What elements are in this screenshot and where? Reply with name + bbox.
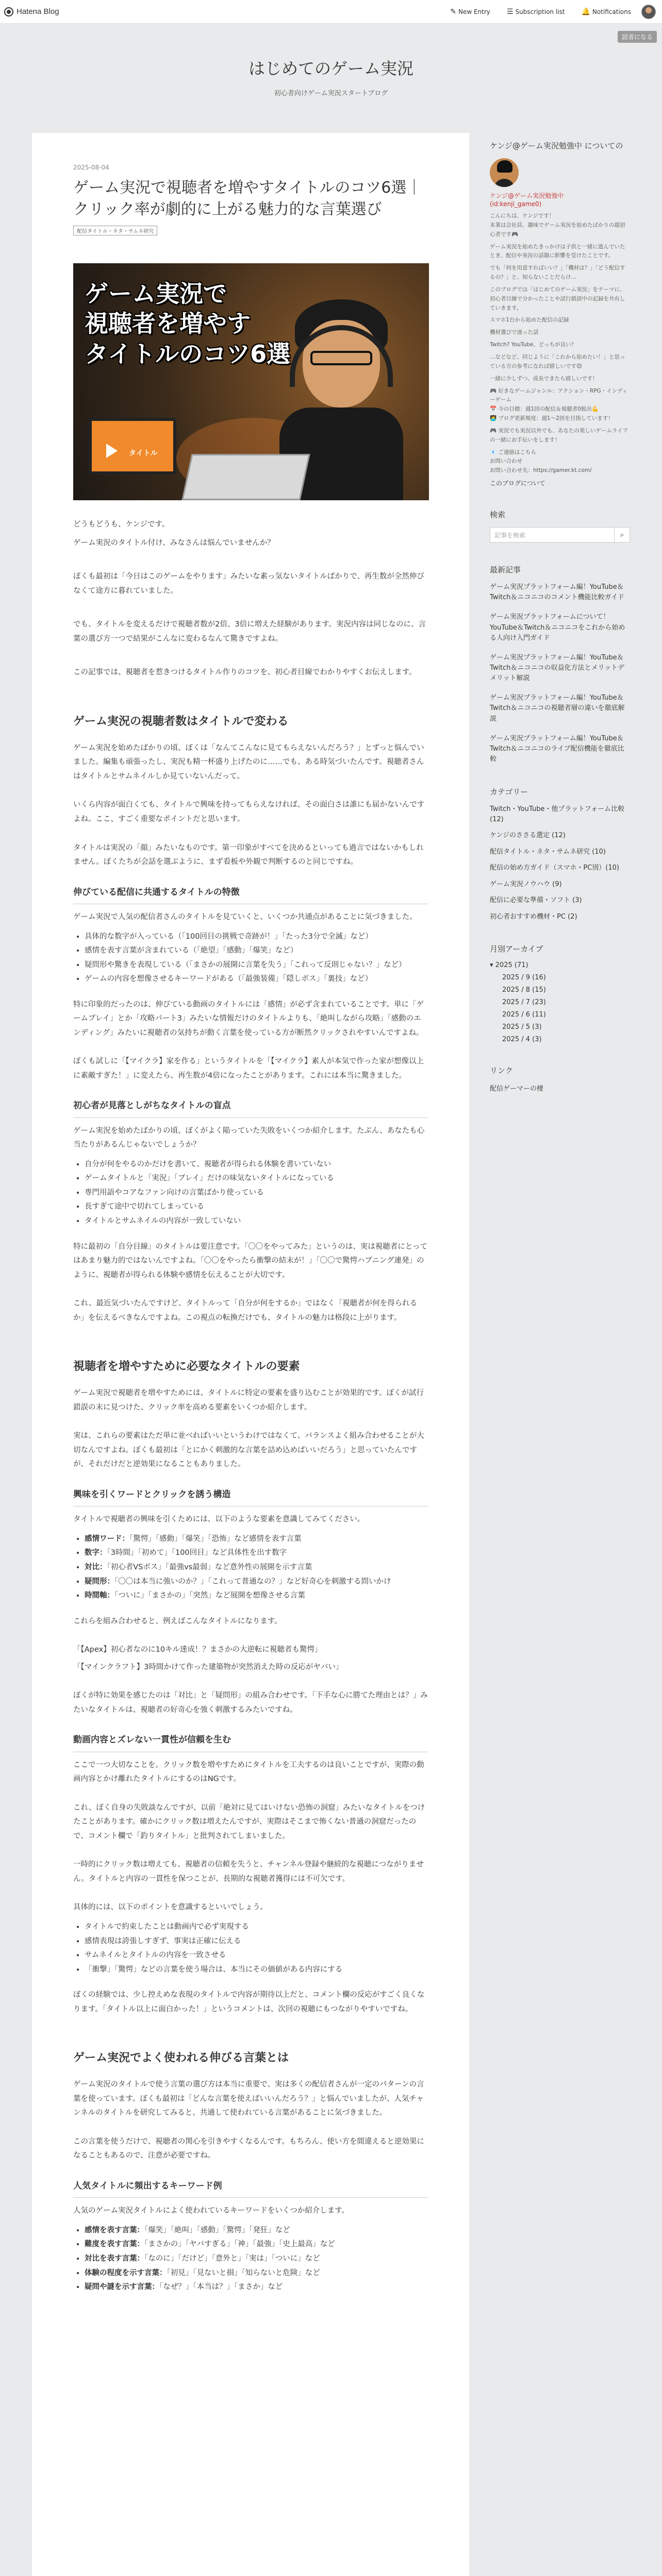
category-link[interactable]: ケンジのささる選定 (12) [490, 832, 566, 840]
search-input[interactable]: 記事を検索 [490, 527, 615, 543]
laptop-icon [181, 454, 310, 500]
category-link[interactable]: Twitch・YouTube・他プラットフォーム比較 (12) [490, 805, 625, 823]
profile-line: こんにちは、ケンジです！ [490, 213, 555, 219]
eyecatch-line: 視聴者を増やす [85, 310, 251, 338]
paragraph: ゲーム実況で人気の配信者さんのタイトルを見ていくと、いくつか共通点があることに気づきました。 [73, 912, 417, 921]
paragraph: ゲーム実況を始めたばかりの頃、ぼくがよく陥っていた失敗をいくつか紹介します。たぶん、あなたも心当たりがあるんじゃないでしょうか？ [73, 1126, 425, 1149]
section-heading: ゲーム実況でよく使われる伸びる言葉とは [73, 2052, 289, 2065]
paragraph: タイトルで視聴者の興味を引くためには、以下のような要素を意識してみてください。 [73, 1515, 365, 1524]
list-item-text: 「まさかの」「ヤバすぎる」「神」「最強」「史上最高」など [144, 2240, 335, 2249]
archive-month-link[interactable]: 2025 / 4 (3) [502, 1036, 542, 1044]
paragraph: 「【マインクラフト】3時間かけて作った建築物が突然消えた時の反応がヤバい」 [73, 1663, 343, 1671]
list-item-label: 対比： [85, 1563, 107, 1571]
paragraph: いくら内容が面白くても、タイトルで興味を持ってもらえなければ、その面白さは誰にも届かないんですよね。ここ、すごく重要なポイントだと思います。 [73, 801, 425, 824]
list-item-label: 疑問や謎を示す言葉： [85, 2283, 159, 2292]
profile-description [490, 212, 630, 476]
paragraph: 「【Apex】初心者なのに10キル達成！？まさかの大逆転に視聴者も驚愕」 [73, 1646, 322, 1654]
paragraph: 人気のゲーム実況タイトルによく使われているキーワードをいくつか紹介します。 [73, 2207, 350, 2215]
profile-line: このブログでは「はじめてのゲーム実況」をテーマに、初心者目線で分かったことや試行錯誤中の記録を共有していきます。 [490, 286, 625, 311]
links-widget [490, 1065, 630, 1093]
notifications-label: Notifications [592, 8, 631, 15]
category-link[interactable]: ゲーム実況ノウハウ (9) [490, 880, 562, 888]
list-item-label: 感情を表す言葉： [85, 2226, 144, 2234]
section-heading: ゲーム実況の視聴者数はタイトルで変わる [73, 715, 289, 728]
mistake-list [73, 1158, 428, 1229]
archive-month-link[interactable]: 2025 / 5 (3) [502, 1023, 542, 1031]
profile-line: ゲーム実況を始めたきっかけは子供と一緒に遊んでいたとき、配信や実況の話題に影響を受けたことです。 [490, 243, 625, 259]
archive-title: 月別アーカイブ [490, 944, 543, 954]
post-categories [73, 226, 428, 235]
list-item [85, 2252, 428, 2266]
list-item: • 感情を表す言葉が含まれている（「絶望」「感動」「爆笑」など） [85, 944, 428, 958]
subscription-list-label: Subscription list [515, 8, 565, 15]
search-widget-title: 検索 [490, 510, 506, 520]
section-heading: 視聴者を増やすために必要なタイトルの要素 [73, 1360, 300, 1374]
search-button[interactable] [615, 527, 630, 543]
list-item-text: 「なぜ？」「本当は？」「まさか」など [159, 2283, 283, 2292]
list-item: • タイトルとサムネイルの内容が一致していない [85, 1214, 428, 1229]
list-item-label: 難度を表す言葉： [85, 2240, 144, 2249]
keyword-element-list [73, 1532, 428, 1603]
main-article [32, 133, 469, 2576]
profile-line: 📧 ご連絡はこちら [490, 449, 536, 455]
paragraph: 実は、これらの要素はただ単に並べればいいというわけではなくて、バランスよく組み合わせることが大切なんですよね。ぼくも最初は「とにかく刺激的な言葉を詰め込めばいいだろう」と思っていたんですが、それだけだと逆効果になることもありました。 [73, 1432, 424, 1469]
archive-widget [490, 943, 630, 1043]
list-item: • ゲームタイトルと「実況」「プレイ」だけの味気ないタイトルになっている [85, 1172, 428, 1186]
list-item [85, 2238, 428, 2252]
recent-entry-link[interactable]: ゲーム実況プラットフォーム編！YouTube＆Twitch＆ニコニコの収益化方法とメリットデメリット解説 [490, 653, 624, 683]
blog-description: 初心者向けゲーム実況スタートブログ [274, 90, 388, 97]
paragraph: これ、ぼく自身の失敗談なんですが、以前「絶対に見てはいけない恐怖の洞窟」みたいなタイトルをつけたことがあります。確かにクリック数は増えたんですが、実際はそこまで怖くない普通の洞窟だったので、コメント欄で「釣りタイトル」と批判されてしまいました。 [73, 1803, 425, 1840]
list-item-label: 感情ワード： [85, 1534, 129, 1543]
paragraph: ゲーム実況のタイトルで使う言葉の選び方は本当に重要で、実は多くの配信者さんが一定のパターンの言葉を使っています。ぼくも最初は「どんな言葉を使えばいいんだろう？」と悩んでいましたが、人気チャンネルのタイトルを研究してみると、共通して使われている言葉があることに気づきました。 [73, 2080, 424, 2117]
post-category-tag[interactable]: 配信タイトル・ネタ・サムネ研究 [73, 226, 157, 235]
category-link[interactable]: 配信タイトル・ネタ・サムネ研究 (10) [490, 848, 606, 856]
search-form [490, 527, 630, 543]
recent-entry-link[interactable]: ゲーム実況プラットフォーム編！YouTube＆Twitch＆ニコニコのライブ配信機能を徹底比較 [490, 734, 624, 763]
profile-line: Twitch? YouTube、どっちが良い？ [490, 342, 577, 348]
search-icon: ⌕ [620, 531, 624, 539]
about-blog-link[interactable]: このブログについて [490, 480, 545, 487]
archive-year-toggle[interactable]: ▾ 2025 (71) [490, 961, 528, 970]
paragraph: タイトルは実況の「顔」みたいなものです。第一印象がすべてを決めるといっても過言ではないかもしれません。ぼくたちが会話を選ぶように、まず看板や外観で判断するのと同じですね。 [73, 843, 424, 867]
profile-line: でも「何を用意すればいい？」「機材は？」「どう配信するの？」と、知らないことだらけ… [490, 265, 625, 281]
list-item: • 疑問形や驚きを表現している（「まさかの展開に言葉を失う」「これって反則じゃない？」など） [85, 958, 428, 973]
list-item-label: 対比を表す言葉： [85, 2254, 144, 2263]
list-item: • 「衝撃」「驚愕」などの言葉を使う場合は、本当にその価値がある内容にする [85, 1963, 428, 1977]
profile-line: 一緒に少しずつ、成長できたら嬉しいです！ [490, 375, 598, 382]
hatena-logo[interactable] [4, 7, 59, 16]
list-icon: ☰ [506, 8, 514, 16]
list-item [85, 1561, 428, 1575]
profile-line: 🎮 実況でも実況以外でも、あなたの楽しいゲームライフの一緒にお手伝いをします！ [490, 427, 628, 443]
hatena-logo-text: Hatena Blog [16, 7, 59, 16]
paragraph: 具体的には、以下のポイントを意識するといいでしょう。 [73, 1903, 268, 1912]
subsection-heading: 動画内容とズレない一貫性が信頼を生む [73, 1732, 428, 1752]
eyecatch-line: ゲーム実況で [85, 280, 227, 308]
list-item: • ゲームの内容を想像させるキーワードがある（「最強装備」「隠しボス」「裏技」など） [85, 972, 428, 987]
article-body [73, 518, 428, 2295]
list-item-text: 「3時間」「初めて」「100回目」など具体性を出す数字 [107, 1549, 287, 1557]
subsection-heading: 伸びている配信に共通するタイトルの特徴 [73, 884, 428, 904]
list-item: • 自分が何をやるのかだけを書いて、視聴者が得られる体験を書いていない [85, 1158, 428, 1172]
user-avatar[interactable] [641, 5, 656, 19]
list-item-label: 体験の程度を示す言葉： [85, 2268, 167, 2277]
paragraph: ぼくも試しに「【マイクラ】家を作る」というタイトルを「【マイクラ】素人が本気で作った家が想像以上に素敵すぎた！」に変えたら、再生数が4倍になったことがあります。これには本当に驚きました。 [73, 1057, 424, 1080]
recent-entry-link[interactable]: ゲーム実況プラットフォームについて！YouTube＆Twitch＆ニコニコをこれから始める人向け入門ガイド [490, 613, 625, 642]
recent-entry-link[interactable]: ゲーム実況プラットフォーム編！YouTube＆Twitch＆ニコニコの視聴者層の違いを徹底解説 [490, 694, 625, 723]
profile-line: お問い合わせ先：https://gamer.kt.com/ [490, 467, 592, 474]
list-item: • 具体的な数字が入っている（「100回目の挑戦で奇跡が！」「たった3分で全滅」など） [85, 930, 428, 944]
external-link[interactable]: 配信ゲーマーの棲 [490, 1085, 544, 1093]
archive-month-link[interactable]: 2025 / 8 (15) [502, 986, 546, 994]
list-item: • サムネイルとタイトルの内容を一致させる [85, 1948, 428, 1963]
global-header [0, 0, 662, 24]
notifications-button[interactable] [573, 8, 639, 16]
recent-entries-title: 最新記事 [490, 565, 521, 575]
subscribe-button[interactable]: 読者になる [618, 31, 657, 43]
archive-month-link[interactable]: 2025 / 6 (11) [502, 1011, 546, 1019]
paragraph: ぼくが特に効果を感じたのは「対比」と「疑問形」の組み合わせです。「下手な心に勝てた理由とは？」みたいなタイトルは、視聴者の好奇心を強く刺激するみたいですね。 [73, 1691, 428, 1714]
list-item-text: 「初見」「見ないと損」「知らないと危険」など [167, 2268, 320, 2277]
profile-header [490, 158, 630, 187]
paragraph: ゲーム実況のタイトル付け、みなさんは悩んでいませんか？ [73, 538, 275, 547]
list-item-text: 「なのに」「だけど」「意外と」「実は」「ついに」など [144, 2254, 320, 2263]
list-item-text: 「爆笑」「絶叫」「感動」「驚愕」「発狂」など [144, 2226, 290, 2234]
list-item-text: 「驚愕」「感動」「爆笑」「恐怖」など感情を表す言葉 [129, 1534, 302, 1543]
hatena-logo-icon [4, 7, 13, 16]
list-item-label: 数字： [85, 1549, 107, 1557]
paragraph: でも、タイトルを変えるだけで視聴者数が2倍、3倍に増えた経験があります。実況内容は同じなのに、言葉の選び方一つで結果がこんなに変わるなんて驚きですよね。 [73, 620, 426, 643]
blog-title[interactable]: はじめてのゲーム実況 [248, 59, 413, 78]
profile-name[interactable]: ケンジ@ゲーム実況勉強中 [490, 192, 564, 199]
subsection-heading: 興味を引くワードとクリックを誘う構造 [73, 1486, 428, 1506]
profile-avatar[interactable] [490, 158, 519, 187]
profile-line: 📅 今の目標：週1回の配信＆視聴者0脱出💪 [490, 406, 599, 413]
paragraph: ぼくも最初は「今日はこのゲームをやります」みたいな素っ気ないタイトルばかりで、再生数が全然伸びなくて途方に暮れていました。 [73, 572, 424, 595]
profile-id[interactable]: (id:kenji_game0) [490, 200, 542, 208]
recent-entries-widget [490, 564, 630, 765]
list-item [85, 2266, 428, 2281]
search-widget [490, 509, 630, 543]
recent-entry-link[interactable]: ゲーム実況プラットフォーム編！YouTube＆Twitch＆ニコニコのコメント機能比較ガイド [490, 583, 625, 602]
profile-line: …などなど、同じように「これから始めたい！」と思っている方の参考になれば嬉しいです😊 [490, 353, 625, 369]
profile-line: 本業は会社員、趣味でゲーム実況を始めたばかりの超初心者です🎮 [490, 222, 625, 238]
subsection-heading: 人気タイトルに頻出するキーワード例 [73, 2178, 428, 2198]
profile-line: 🧑‍💻 ブログ更新頻度：週1〜2回を目指しています！ [490, 415, 614, 422]
profile-line: 🎮 好きなゲームジャンル：アクション・RPG・インディーゲーム [490, 387, 628, 403]
list-item: • 専門用語やコアなファン向けの言葉ばかり使っている [85, 1186, 428, 1200]
list-item [85, 1575, 428, 1589]
paragraph: 特に最初の「自分目線」のタイトルは要注意です。「〇〇をやってみた」というのは、実は視聴者にとってはあまり魅力的ではないんですよね。「〇〇をやったら衝撃の結末が！」「〇〇で驚愕ハプニング連発」のように、視聴者が得られる体験や感情を伝えることが大切です。 [73, 1242, 428, 1279]
paragraph: ゲーム実況を始めたばかりの頃、ぼくは「なんてこんなに見てもらえないんだろう？」とずっと悩んでいました。編集も頑張ったし、実況も精一杯盛り上げたのに……でも、ある時気づいたんです。視聴者さんはタイトルとサムネイルしか見ていないんだって。 [73, 743, 424, 781]
illustration-glasses [310, 351, 372, 365]
eyecatch-image [73, 263, 429, 500]
popular-keyword-list [73, 2224, 428, 2295]
eyecatch-headline [85, 279, 290, 369]
list-item: • 感情表現は誇張しすぎず、事実は正確に伝える [85, 1935, 428, 1949]
post-title[interactable]: ゲーム実況で視聴者を増やすタイトルのコツ6選｜クリック率が劇的に上がる魅力的な言葉選び [73, 179, 422, 218]
header-actions [442, 0, 662, 24]
consistency-list [73, 1920, 428, 1977]
paragraph: 一時的にクリック数は増えても、視聴者の信頼を失うと、チャンネル登録や継続的な視聴につながりません。タイトルと内容の一貫性を保つことが、長期的な視聴者獲得には不可欠です。 [73, 1860, 424, 1883]
list-item-text: 「初心者VSボス」「最強vs最弱」など意外性の展開を示す言葉 [107, 1563, 312, 1571]
post-date[interactable]: 2025-08-04 [73, 164, 109, 171]
monitor-label: タイトル [129, 449, 158, 457]
profile-line: お問い合わせ [490, 458, 522, 465]
paragraph: この記事では、視聴者を惹きつけるタイトル作りのコツを、初心者目線でわかりやすくお伝えします。 [73, 668, 417, 677]
sidebar [490, 140, 630, 1114]
list-item [85, 2280, 428, 2295]
archive-month-link[interactable]: 2025 / 7 (23) [502, 998, 546, 1007]
eyecatch-line: タイトルのコツ6選 [85, 340, 291, 368]
categories-title: カテゴリー [490, 787, 528, 797]
paragraph: これ、最近気づいたんですけど、タイトルって「自分が何をするか」ではなく「視聴者が何を得られるか」を伝えるべきなんですよね。この視点の転換だけでも、タイトルの魅力は格段に上がります。 [73, 1299, 418, 1322]
subscription-list-button[interactable] [499, 8, 573, 16]
feature-list [73, 930, 428, 987]
pencil-icon: ✎ [450, 8, 456, 16]
archive-month-link[interactable]: 2025 / 9 (16) [502, 974, 546, 982]
list-item [85, 2224, 428, 2238]
play-icon [106, 444, 118, 458]
paragraph: ぼくの経験では、少し控えめな表現のタイトルで内容が期待以上だと、コメント欄の反応がすごく良くなります。「タイトル以上に面白かった！」というコメントは、次回の視聴にもつながりやすいですね。 [73, 1991, 425, 2013]
profile-widget-title: ケンジ@ゲーム実況勉強中 についての [490, 141, 623, 150]
paragraph: ここで一つ大切なことを。クリック数を増やすためにタイトルを工夫するのは良いことですが、実際の動画内容とかけ離れたタイトルにするのはNGです。 [73, 1760, 424, 1784]
list-item-text: 「ついに」「まさかの」「突然」など展開を想像させる言葉 [114, 1591, 305, 1600]
list-item [85, 1546, 428, 1561]
category-link[interactable]: 配信の始め方ガイド（スマホ・PC別）(10) [490, 864, 619, 872]
profile-widget [490, 140, 630, 487]
list-item [85, 1589, 428, 1603]
paragraph: どうもどうも、ケンジです。 [73, 520, 170, 529]
links-title: リンク [490, 1066, 513, 1076]
list-item-label: 時間軸： [85, 1591, 114, 1600]
subsection-heading: 初心者が見落としがちなタイトルの盲点 [73, 1097, 428, 1117]
list-item-text: 「〇〇は本当に強いのか？」「これって普通なの？」など好奇心を刺激する問いかけ [114, 1577, 391, 1586]
bell-icon: 🔔 [581, 8, 590, 16]
profile-line: スマホ1台から始めた配信の記録 [490, 317, 569, 324]
categories-widget [490, 786, 630, 922]
list-item-label: 疑問形： [85, 1577, 114, 1586]
paragraph: これらを組み合わせると、例えばこんなタイトルになります。 [73, 1617, 282, 1625]
paragraph: 特に印象的だったのは、伸びている動画のタイトルには「感情」が必ず含まれていることです。単に「ゲームプレイ」とか「攻略パート3」みたいな情報だけのタイトルよりも、「絶叫しながら攻略」「感動のエンディング」みたいに視聴者の気持ちが動く言葉を使っている方が断然クリックされやすいんですよね。 [73, 1000, 424, 1037]
profile-line: 機材選びで迷った話 [490, 329, 539, 336]
monitor-icon [89, 418, 176, 474]
list-item: • タイトルで約束したことは動画内で必ず実現する [85, 1920, 428, 1935]
list-item [85, 1532, 428, 1547]
new-entry-label: New Entry [458, 8, 490, 15]
list-item: • 長すぎて途中で切れてしまっている [85, 1200, 428, 1214]
paragraph: この言葉を使うだけで、視聴者の関心を引きやすくなるんです。もちろん、使い方を間違えると逆効果になることもあるので、注意が必要ですね。 [73, 2137, 424, 2160]
new-entry-button[interactable] [442, 8, 499, 16]
category-link[interactable]: 配信に必要な準備・ソフト (3) [490, 896, 582, 905]
category-link[interactable]: 初心者おすすめ機材・PC (2) [490, 912, 577, 921]
paragraph: ゲーム実況で視聴者を増やすためには、タイトルに特定の要素を盛り込むことが効果的です。ぼくが試行錯誤の末に見つけた、クリック率を高める要素をいくつか紹介します。 [73, 1389, 424, 1412]
